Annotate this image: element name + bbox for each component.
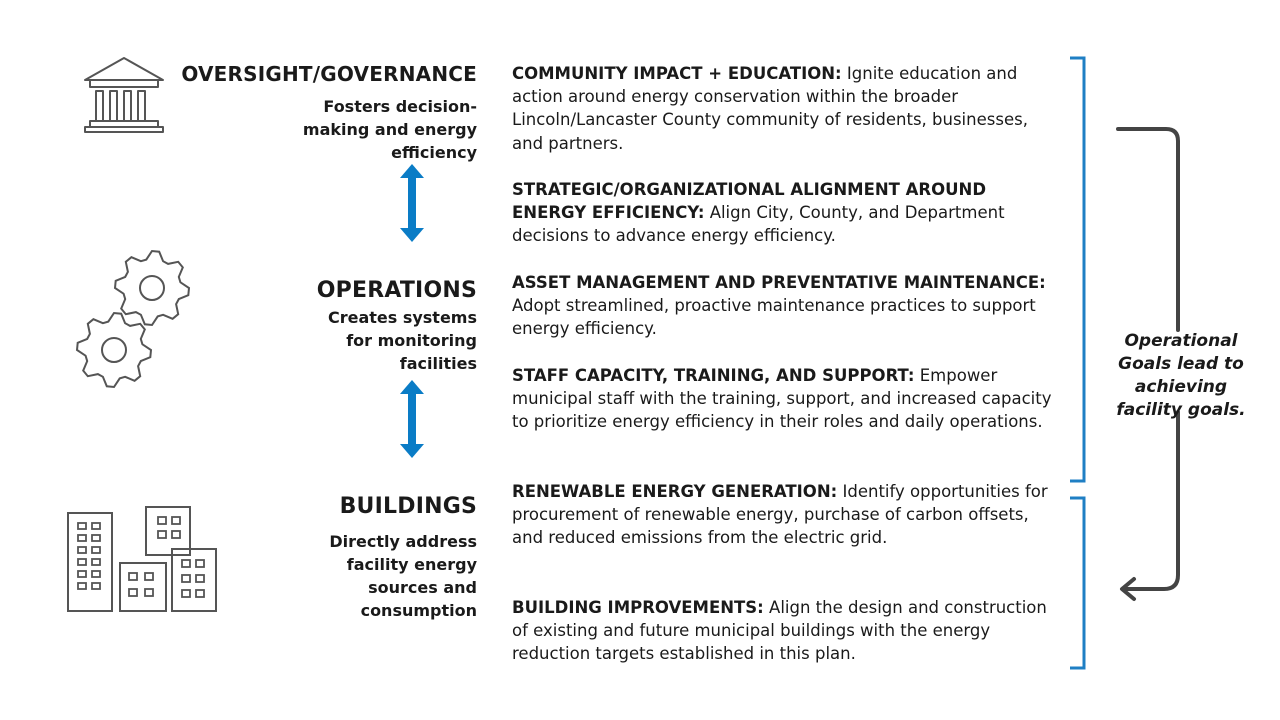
category-title-operations: OPERATIONS — [316, 278, 477, 303]
double-arrow-icon — [398, 164, 426, 242]
category-title-oversight: OVERSIGHT/GOVERNANCE — [181, 62, 477, 86]
category-desc-oversight: Fosters decision-making and energy efficiency — [302, 97, 477, 162]
facility-goals-bracket — [1064, 496, 1088, 672]
goal-item — [512, 480, 1060, 550]
gear-shape — [77, 313, 151, 387]
gear-hole — [140, 276, 164, 300]
category-desc-buildings: Directly address facility energy sources and consumption — [329, 532, 477, 620]
city-buildings-icon — [66, 505, 218, 613]
goal-title: COMMUNITY IMPACT + EDUCATION: — [512, 64, 842, 83]
goal-text: Empower municipal staff with the training, support, and increased capacity to prioritize energy efficiency in their roles and daily operations. — [512, 366, 1052, 432]
gears-icon — [72, 248, 194, 390]
double-arrow-icon — [398, 380, 426, 458]
operational-goals-bracket — [1064, 56, 1088, 484]
goal-title: STRATEGIC/ORGANIZATIONAL ALIGNMENT AROUND ENERGY EFFICIENCY: — [512, 180, 987, 223]
goal-text: Ignite education and action around energy conservation within the broader Lincoln/Lancaster County community of residents, businesses, and partners. — [512, 64, 1028, 153]
goal-item — [512, 178, 1060, 248]
goal-item — [512, 62, 1060, 155]
goal-text: Adopt streamlined, proactive maintenance practices to support energy efficiency. — [512, 296, 1036, 339]
gear-hole — [102, 338, 126, 362]
goal-item — [512, 364, 1060, 434]
category-desc-operations: Creates systems for monitoring facilities — [327, 308, 477, 373]
goal-title: BUILDING IMPROVEMENTS: — [512, 598, 764, 617]
goal-text: Identify opportunities for procurement of renewable energy, purchase of carbon offsets, and reduced emissions from the electric grid. — [512, 482, 1048, 548]
goal-item — [512, 596, 1060, 666]
gear-shape — [115, 251, 189, 325]
goal-title: RENEWABLE ENERGY GENERATION: — [512, 482, 838, 501]
goal-title: ASSET MANAGEMENT AND PREVENTATIVE MAINTENANCE: — [512, 273, 1046, 292]
goal-title: STAFF CAPACITY, TRAINING, AND SUPPORT: — [512, 366, 915, 385]
government-building-icon — [82, 56, 166, 134]
category-title-buildings: BUILDINGS — [339, 494, 477, 519]
goal-item — [512, 271, 1060, 341]
goal-text: Align the design and construction of existing and future municipal buildings with the energy reduction targets established in this plan. — [512, 598, 1047, 664]
goal-text: Align City, County, and Department decisions to advance energy efficiency. — [512, 203, 1005, 246]
operational-goals-note: Operational Goals lead to achieving facility goals. — [1116, 331, 1246, 420]
